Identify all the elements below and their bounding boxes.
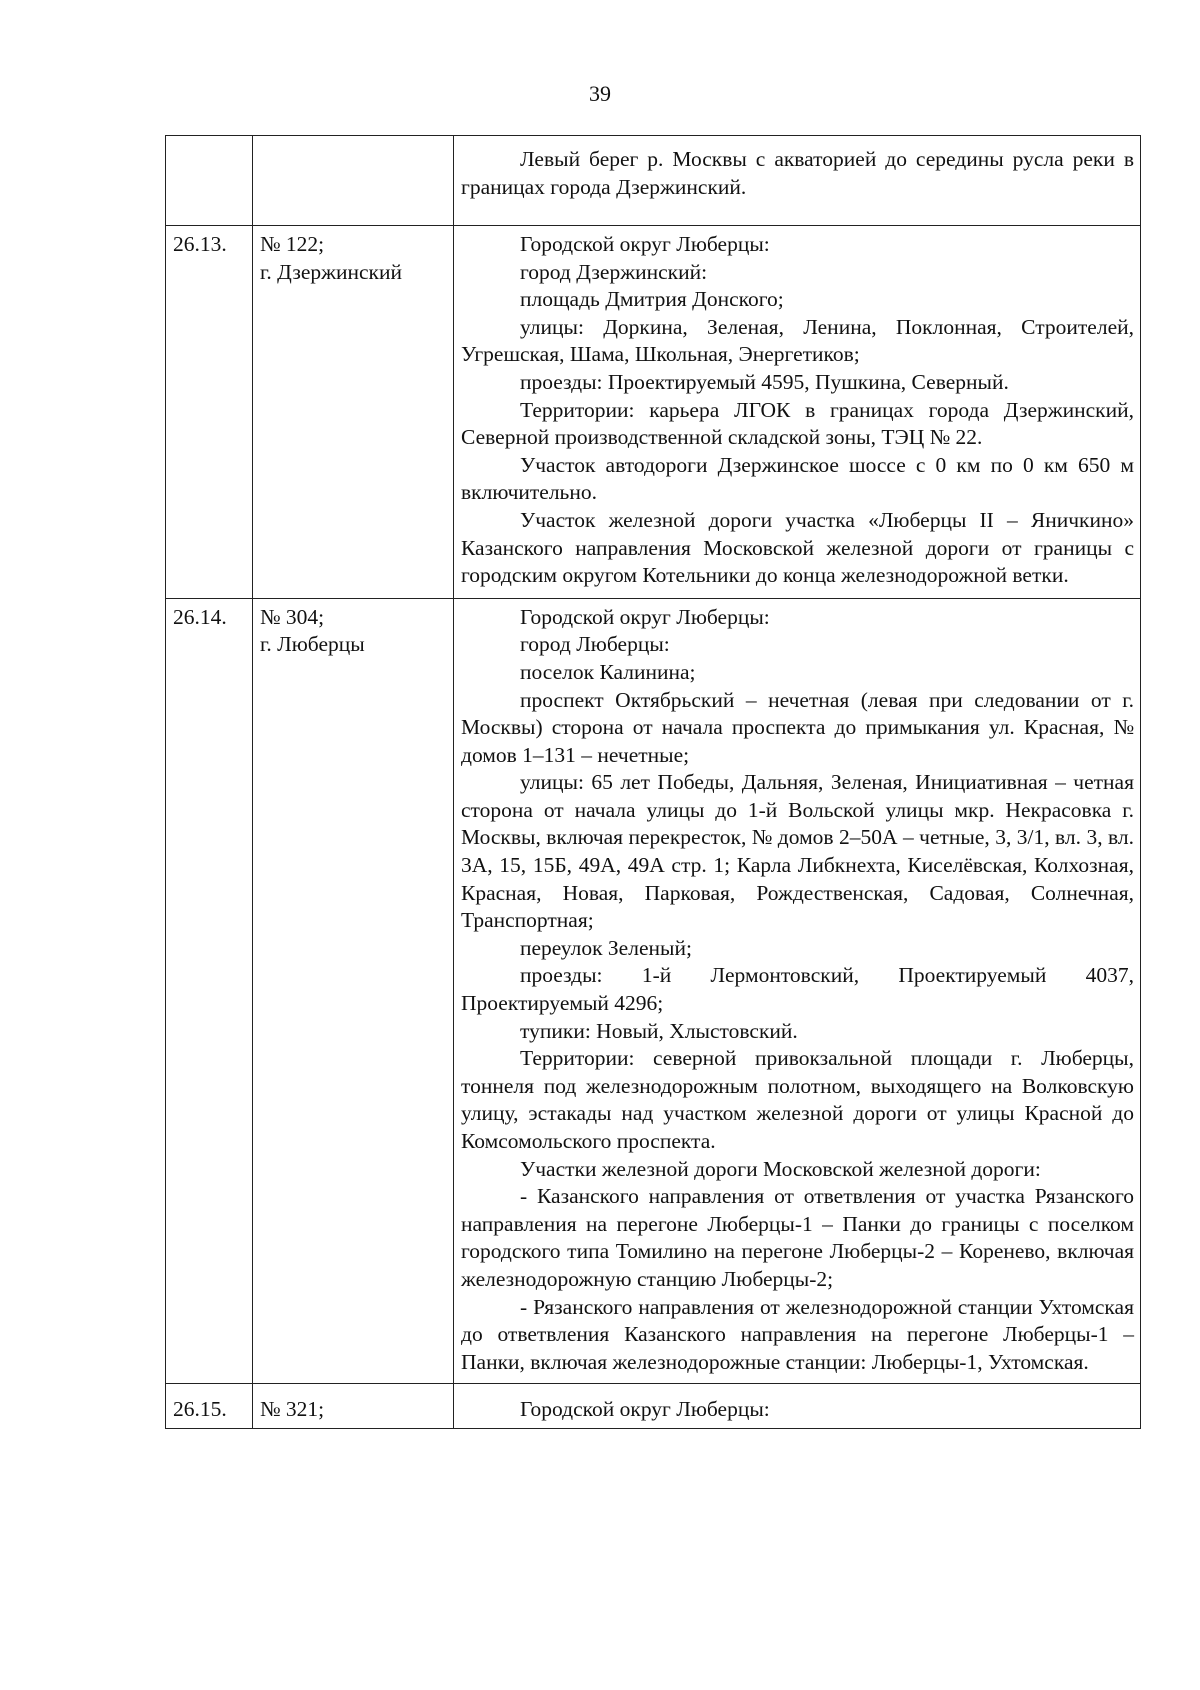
- description-paragraph: Левый берег р. Москвы с акваторией до середины русла реки в границах города Дзержинский.: [461, 147, 1134, 199]
- district-number: № 321;: [260, 1397, 325, 1422]
- description-paragraph: - Рязанского направления от железнодорожной станции Ухтомская до ответвления Казанского направления на перегоне Люберцы-1 – Панки, включая железнодорожные станции: Люберцы-1, Ухтомская.: [461, 1294, 1134, 1374]
- description-paragraph: переулок Зеленый;: [520, 935, 692, 960]
- description-paragraph: Территории: карьера ЛГОК в границах города Дзержинский, Северной производственной складской зоны, ТЭЦ № 22.: [461, 397, 1134, 450]
- district-name: г. Люберцы: [260, 632, 365, 657]
- description-paragraph: Городской округ Люберцы:: [520, 604, 770, 629]
- description-paragraph: Участок железной дороги участка «Люберцы II – Яничкино» Казанского направления Московской железной дороги от границы с городским округом Котельники до конца железнодорожной ветки.: [461, 507, 1134, 588]
- description-cell: [454, 1384, 1141, 1429]
- description-paragraph: Городской округ Люберцы:: [520, 232, 770, 256]
- table-row: [166, 136, 1141, 226]
- description-paragraph: улицы: 65 лет Победы, Дальняя, Зеленая, Инициативная – четная сторона от начала улицы до 1-й Вольской улицы мкр. Некрасовка г. Москвы, включая перекресток, № домов 2–50А – четные, 3, 3/1, вл. 3, вл. 3А, 15, 15Б, 49А, 49А стр. 1; Карла Либкнехта, Киселёвская, Колхозная, Красная, Новая, Парковая, Рождественская, Садовая, Солнечная, Транспортная;: [461, 770, 1134, 933]
- row-number: 26.13.: [166, 226, 253, 599]
- description-paragraph: площадь Дмитрия Донского;: [520, 287, 784, 312]
- description-cell: [454, 136, 1141, 226]
- district-number: № 304;: [260, 604, 325, 629]
- district-cell: [253, 136, 454, 226]
- page-number: 39: [589, 81, 611, 106]
- description-cell: [454, 598, 1141, 1384]
- district-number: № 122;: [260, 232, 325, 256]
- description-paragraph: город Люберцы:: [520, 632, 670, 657]
- description-paragraph: - Казанского направления от ответвления от участка Рязанского направления на перегоне Люберцы-1 – Панки до границы с поселком городского типа Томилино на перегоне Люберцы-2 – Коренево, включая железнодорожную станцию Люберцы-2;: [461, 1184, 1134, 1291]
- district-cell: [253, 1384, 454, 1429]
- description-paragraph: Участки железной дороги Московской железной дороги:: [520, 1156, 1041, 1181]
- row-number: [166, 136, 253, 226]
- description-paragraph: Участок автодороги Дзержинское шоссе с 0 км по 0 км 650 м включительно.: [461, 452, 1134, 505]
- description-paragraph: проспект Октябрьский – нечетная (левая при следовании от г. Москвы) сторона от начала проспекта до примыкания ул. Красная, № домов 1–131 – нечетные;: [461, 687, 1134, 767]
- description-paragraph: тупики: Новый, Хлыстовский.: [520, 1018, 798, 1043]
- row-number: 26.15.: [166, 1384, 253, 1429]
- table-row: [166, 598, 1141, 1384]
- district-name: г. Дзержинский: [260, 259, 402, 284]
- district-cell: [253, 598, 454, 1384]
- description-paragraph: проезды: 1-й Лермонтовский, Проектируемый 4037, Проектируемый 4296;: [461, 963, 1134, 1016]
- table-row: [166, 1384, 1141, 1429]
- table-row: [166, 226, 1141, 599]
- description-paragraph: Городской округ Люберцы:: [520, 1397, 770, 1422]
- description-paragraph: улицы: Доркина, Зеленая, Ленина, Поклонная, Строителей, Угрешская, Шама, Школьная, Энергетиков;: [461, 314, 1134, 367]
- description-cell: [454, 226, 1141, 599]
- description-paragraph: поселок Калинина;: [520, 659, 696, 684]
- districts-table: [165, 135, 1141, 1429]
- district-cell: [253, 226, 454, 599]
- description-paragraph: Территории: северной привокзальной площади г. Люберцы, тоннеля под железнодорожным полотном, выходящего на Волковскую улицу, эстакады над участком железной дороги от улицы Красной до Комсомольского проспекта.: [461, 1046, 1134, 1153]
- row-number: 26.14.: [166, 598, 253, 1384]
- description-paragraph: проезды: Проектируемый 4595, Пушкина, Северный.: [520, 369, 1009, 394]
- description-paragraph: город Дзержинский:: [520, 259, 708, 284]
